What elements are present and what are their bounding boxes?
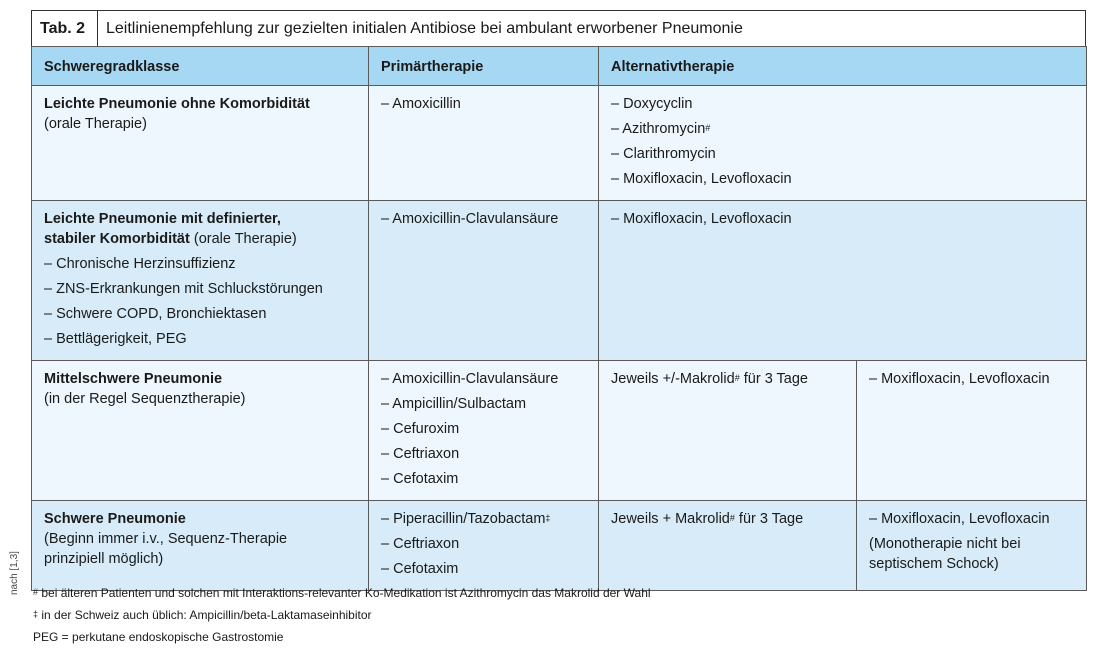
primary-item: – Ceftriaxon	[381, 536, 460, 552]
source-note	[9, 535, 23, 595]
alt-item: – Moxifloxacin, Levofloxacin	[869, 511, 1050, 527]
severity-title-line2: stabiler Komorbidität (orale Therapie)	[44, 231, 297, 247]
primary-item: – Cefotaxim	[381, 561, 459, 577]
primary-item: – Ampicillin/Sulbactam	[381, 396, 527, 412]
primary-item: – Amoxicillin-Clavulansäure	[381, 211, 559, 227]
header-primary: Primärtherapie	[369, 47, 599, 86]
recommendation-table	[31, 46, 1087, 591]
alt-item: – Doxycyclin	[611, 96, 693, 112]
alt-item: Jeweils +/-Makrolid# für 3 Tage	[611, 371, 808, 387]
table-row	[32, 501, 1087, 591]
table-number: Tab. 2	[32, 11, 98, 46]
alt-note: septischem Schock)	[869, 556, 999, 572]
alternative-cell-b	[857, 361, 1087, 501]
table-row	[32, 361, 1087, 501]
alt-item: – Moxifloxacin, Levofloxacin	[869, 371, 1050, 387]
comorbidity-item: – Schwere COPD, Bronchiektasen	[44, 306, 267, 322]
severity-cell	[32, 501, 369, 591]
alternative-cell	[599, 86, 1087, 201]
alt-item: Jeweils + Makrolid# für 3 Tage	[611, 511, 804, 527]
comorbidity-item: – ZNS-Erkrankungen mit Schluckstörungen	[44, 281, 323, 297]
severity-cell	[32, 361, 369, 501]
severity-title: Leichte Pneumonie ohne Komorbidität	[44, 96, 310, 112]
table-container	[31, 10, 1086, 591]
severity-note: (Beginn immer i.v., Sequenz-Therapie	[44, 531, 288, 547]
severity-cell	[32, 86, 369, 201]
severity-note: (in der Regel Sequenztherapie)	[44, 391, 246, 407]
alternative-cell-a	[599, 361, 857, 501]
severity-title: Mittelschwere Pneumonie	[44, 371, 223, 387]
header-severity: Schweregradklasse	[32, 47, 369, 86]
alternative-cell-a	[599, 501, 857, 591]
footnote-hash: # bei älteren Patienten und solchen mit Interaktions-relevanter Ko-Medikation ist Azithromycin das Makrolid der Wahl	[33, 586, 651, 600]
primary-cell	[369, 361, 599, 501]
header-alternative: Alternativtherapie	[599, 47, 1087, 86]
alt-item: – Azithromycin#	[611, 121, 711, 137]
severity-title: Leichte Pneumonie mit definierter,	[44, 211, 281, 227]
hash-mark: #	[729, 513, 735, 523]
severity-note: (orale Therapie)	[44, 116, 147, 132]
primary-cell	[369, 501, 599, 591]
severity-title: Schwere Pneumonie	[44, 511, 186, 527]
comorbidity-item: – Bettlägerigkeit, PEG	[44, 331, 187, 347]
primary-cell	[369, 201, 599, 361]
table-header-row	[32, 47, 1087, 86]
primary-item: – Cefotaxim	[381, 471, 459, 487]
alt-item: – Moxifloxacin, Levofloxacin	[611, 171, 792, 187]
comorbidity-item: – Chronische Herzinsuffizienz	[44, 256, 236, 272]
dagger-mark: ‡	[545, 513, 551, 523]
source-note-text: nach [1,3]	[9, 551, 20, 595]
table-caption	[31, 10, 1086, 46]
severity-note: prinzipiell möglich)	[44, 551, 164, 567]
footnote-peg: PEG = perkutane endoskopische Gastrostomie	[33, 630, 284, 644]
primary-cell	[369, 86, 599, 201]
alt-note: (Monotherapie nicht bei	[869, 536, 1021, 552]
hash-mark: #	[734, 373, 740, 383]
primary-item: – Cefuroxim	[381, 421, 460, 437]
table-title: Leitlinienempfehlung zur gezielten initialen Antibiose bei ambulant erworbener Pneumonie	[106, 20, 743, 37]
severity-cell	[32, 201, 369, 361]
primary-item: – Amoxicillin-Clavulansäure	[381, 371, 559, 387]
alternative-cell	[599, 201, 1087, 361]
primary-item: – Ceftriaxon	[381, 446, 460, 462]
primary-item: – Piperacillin/Tazobactam‡	[381, 511, 551, 527]
footnote-dagger: ‡ in der Schweiz auch üblich: Ampicillin/beta-Laktamaseinhibitor	[33, 608, 372, 622]
table-row	[32, 201, 1087, 361]
footnotes	[33, 582, 651, 648]
alt-item: – Moxifloxacin, Levofloxacin	[611, 211, 792, 227]
alt-item: – Clarithromycin	[611, 146, 716, 162]
primary-item: – Amoxicillin	[381, 96, 461, 112]
table-row	[32, 86, 1087, 201]
alternative-cell-b	[857, 501, 1087, 591]
hash-mark: #	[705, 123, 711, 133]
